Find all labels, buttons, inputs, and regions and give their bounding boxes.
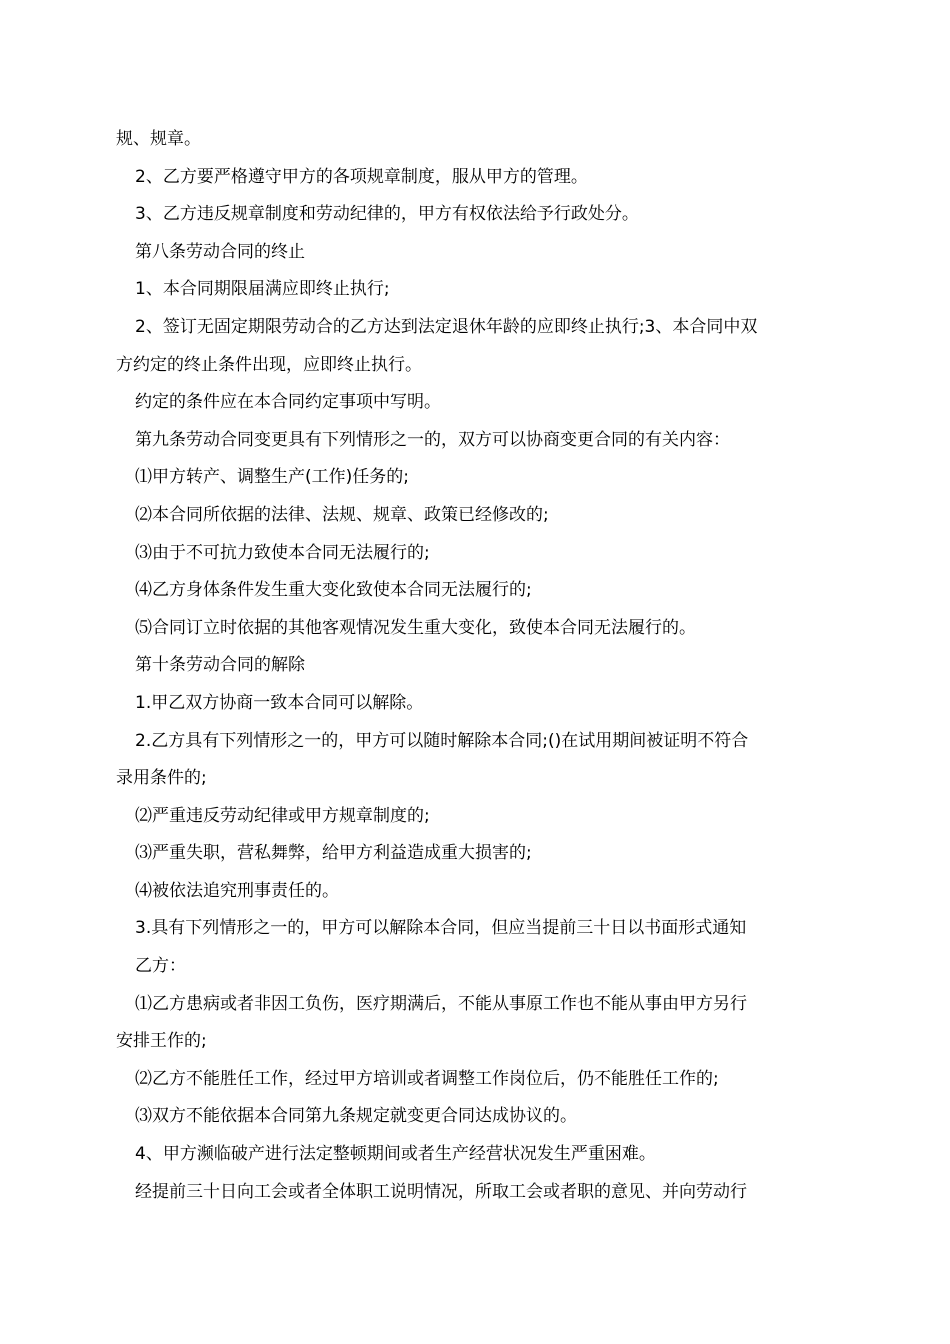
- text-line: 乙方：: [135, 956, 186, 977]
- text-line: 方约定的终止条件出现，应即终止执行。: [116, 354, 422, 375]
- text-line: 2、乙方要严格遵守甲方的各项规章制度，服从甲方的管理。: [135, 166, 588, 187]
- text-line: ⑴甲方转产、调整生产(工作)任务的;: [135, 467, 409, 488]
- text-line: ⑵本合同所依据的法律、法规、规章、政策已经修改的;: [135, 504, 549, 525]
- text-line: ⑵严重违反劳动纪律或甲方规章制度的;: [135, 805, 430, 826]
- section-heading: 第九条劳动合同变更具有下列情形之一的，双方可以协商变更合同的有关内容：: [135, 429, 730, 450]
- text-line: ⑶严重失职，营私舞弊，给甲方利益造成重大损害的;: [135, 843, 532, 864]
- text-line: ⑶由于不可抗力致使本合同无法履行的;: [135, 542, 430, 563]
- text-line: 经提前三十日向工会或者全体职工说明情况，所取工会或者职的意见、并向劳动行: [135, 1181, 747, 1202]
- text-line: 2、签订无固定期限劳动合的乙方达到法定退休年龄的应即终止执行;3、本合同中双: [135, 316, 758, 337]
- section-heading: 第十条劳动合同的解除: [135, 655, 305, 676]
- document-body: [116, 121, 836, 1211]
- text-line: 2.乙方具有下列情形之一的，甲方可以随时解除本合同;()在试用期间被证明不符合: [135, 730, 749, 751]
- text-line: ⑸合同订立时依据的其他客观情况发生重大变化，致使本合同无法履行的。: [135, 617, 696, 638]
- text-line: 1、本合同期限届满应即终止执行;: [135, 279, 390, 300]
- text-line: 3.具有下列情形之一的，甲方可以解除本合同，但应当提前三十日以书面形式通知: [135, 918, 747, 939]
- text-line: ⑶双方不能依据本合同第九条规定就变更合同达成协议的。: [135, 1106, 577, 1127]
- text-line: ⑷被依法追究刑事责任的。: [135, 880, 339, 901]
- text-line: 录用条件的;: [116, 768, 207, 789]
- text-line: 规、规章。: [116, 129, 201, 149]
- text-line: ⑵乙方不能胜任工作，经过甲方培训或者调整工作岗位后，仍不能胜任工作的;: [135, 1068, 719, 1089]
- text-line: ⑷乙方身体条件发生重大变化致使本合同无法履行的;: [135, 580, 532, 601]
- text-line: 安排王作的;: [116, 1031, 207, 1052]
- text-line: 1.甲乙双方协商一致本合同可以解除。: [135, 692, 424, 713]
- text-line: 约定的条件应在本合同约定事项中写明。: [135, 392, 441, 413]
- text-line: 4、甲方濒临破产进行法定整顿期间或者生产经营状况发生严重困难。: [135, 1144, 656, 1165]
- text-line: 3、乙方违反规章制度和劳动纪律的，甲方有权依法给予行政处分。: [135, 204, 639, 225]
- text-line: ⑴乙方患病或者非因工负伤，医疗期满后，不能从事原工作也不能从事由甲方另行: [135, 993, 747, 1014]
- section-heading: 第八条劳动合同的终止: [135, 241, 305, 262]
